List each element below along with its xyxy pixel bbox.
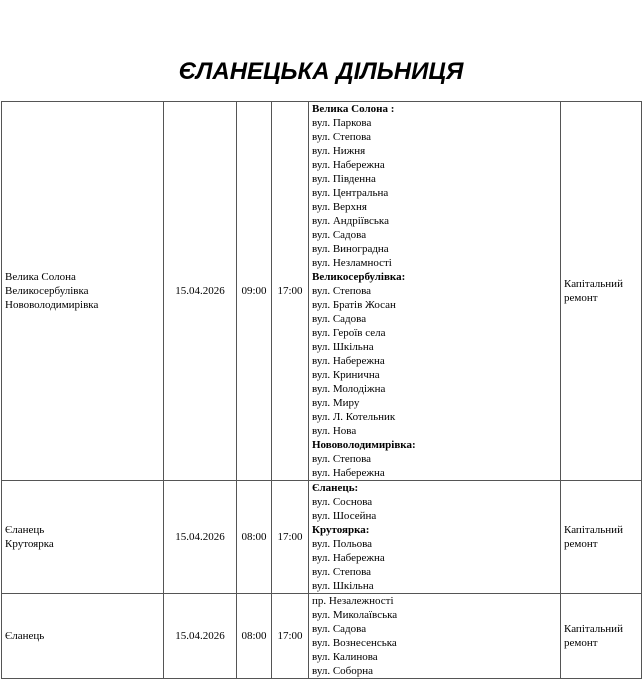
settlement-name: Нововолодимирівка	[5, 299, 99, 311]
settlement-name: Велика Солона	[5, 271, 76, 283]
work-type: ремонт	[564, 292, 598, 304]
settlement-heading: Нововолодимирівка:	[312, 439, 416, 451]
street-name: вул. Степова	[312, 131, 372, 143]
street-name: вул. Садова	[312, 229, 367, 241]
outage-date: 15.04.2026	[175, 630, 225, 642]
street-name: вул. Степова	[312, 453, 372, 465]
settlement-heading: Крутоярка:	[312, 524, 370, 536]
street-name: вул. Набережна	[312, 355, 385, 367]
end-time: 17:00	[277, 630, 303, 642]
street-name: вул. Виноградна	[312, 243, 389, 255]
street-name: вул. Незламності	[312, 257, 392, 269]
street-name: вул. Миколаївська	[312, 609, 398, 621]
street-name: вул. Степова	[312, 285, 372, 297]
street-name: вул. Соснова	[312, 496, 373, 508]
settlements-cell	[2, 481, 164, 594]
work-type: ремонт	[564, 538, 598, 550]
settlement-name: Крутоярка	[5, 538, 54, 550]
settlement-name: Єланець	[5, 524, 45, 536]
street-name: вул. Кринична	[312, 369, 380, 381]
start-time: 08:00	[241, 630, 267, 642]
addresses-cell	[309, 102, 561, 481]
street-name: вул. Шкільна	[312, 580, 374, 592]
work-type-cell	[561, 481, 642, 594]
end-time-cell	[272, 481, 309, 594]
start-time-cell	[237, 594, 272, 679]
street-name: вул. Садова	[312, 623, 367, 635]
street-name: вул. Вознесенська	[312, 637, 397, 649]
outage-date: 15.04.2026	[175, 531, 225, 543]
street-name: пр. Незалежності	[312, 595, 394, 607]
settlement-heading: Велика Солона :	[312, 103, 395, 115]
addresses-cell	[309, 481, 561, 594]
page-title: ЄЛАНЕЦЬКА ДІЛЬНИЦЯ	[178, 58, 464, 85]
work-type: Капітальний	[564, 524, 623, 536]
start-time-cell	[237, 481, 272, 594]
outage-schedule-table	[1, 101, 642, 679]
date-cell	[164, 481, 237, 594]
start-time: 08:00	[241, 531, 267, 543]
end-time-cell	[272, 594, 309, 679]
street-name: вул. Нижня	[312, 145, 366, 157]
start-time: 09:00	[241, 285, 267, 297]
settlement-name: Великосербулівка	[5, 285, 89, 297]
table-row	[2, 481, 642, 594]
end-time: 17:00	[277, 531, 303, 543]
settlements-cell	[2, 102, 164, 481]
work-type-cell	[561, 594, 642, 679]
street-name: вул. Шосейна	[312, 510, 377, 522]
work-type: Капітальний	[564, 278, 623, 290]
street-name: вул. Південна	[312, 173, 376, 185]
settlement-name: Єланець	[5, 630, 45, 642]
street-name: вул. Набережна	[312, 552, 385, 564]
end-time: 17:00	[277, 285, 303, 297]
street-name: вул. Верхня	[312, 201, 367, 213]
street-name: вул. Набережна	[312, 467, 385, 479]
settlement-heading: Великосербулівка:	[312, 271, 406, 283]
street-name: вул. Братів Жосан	[312, 299, 396, 311]
start-time-cell	[237, 102, 272, 481]
street-name: вул. Л. Котельник	[312, 411, 396, 423]
street-name: вул. Польова	[312, 538, 373, 550]
street-name: вул. Степова	[312, 566, 372, 578]
street-name: вул. Набережна	[312, 159, 385, 171]
addresses-cell	[309, 594, 561, 679]
end-time-cell	[272, 102, 309, 481]
street-name: вул. Паркова	[312, 117, 372, 129]
street-name: вул. Молодіжна	[312, 383, 386, 395]
settlement-heading: Єланець:	[312, 482, 359, 494]
street-name: вул. Шкільна	[312, 341, 374, 353]
table-row	[2, 102, 642, 481]
street-name: вул. Миру	[312, 397, 360, 409]
street-name: вул. Калинова	[312, 651, 378, 663]
street-name: вул. Героїв села	[312, 327, 386, 339]
date-cell	[164, 594, 237, 679]
work-type: Капітальний	[564, 623, 623, 635]
street-name: вул. Центральна	[312, 187, 389, 199]
table-row	[2, 594, 642, 679]
outage-date: 15.04.2026	[175, 285, 225, 297]
street-name: вул. Садова	[312, 313, 367, 325]
work-type-cell	[561, 102, 642, 481]
work-type: ремонт	[564, 637, 598, 649]
street-name: вул. Нова	[312, 425, 357, 437]
street-name: вул. Андріївська	[312, 215, 389, 227]
settlements-cell	[2, 594, 164, 679]
table-body	[2, 102, 642, 679]
street-name: вул. Соборна	[312, 665, 374, 677]
date-cell	[164, 102, 237, 481]
